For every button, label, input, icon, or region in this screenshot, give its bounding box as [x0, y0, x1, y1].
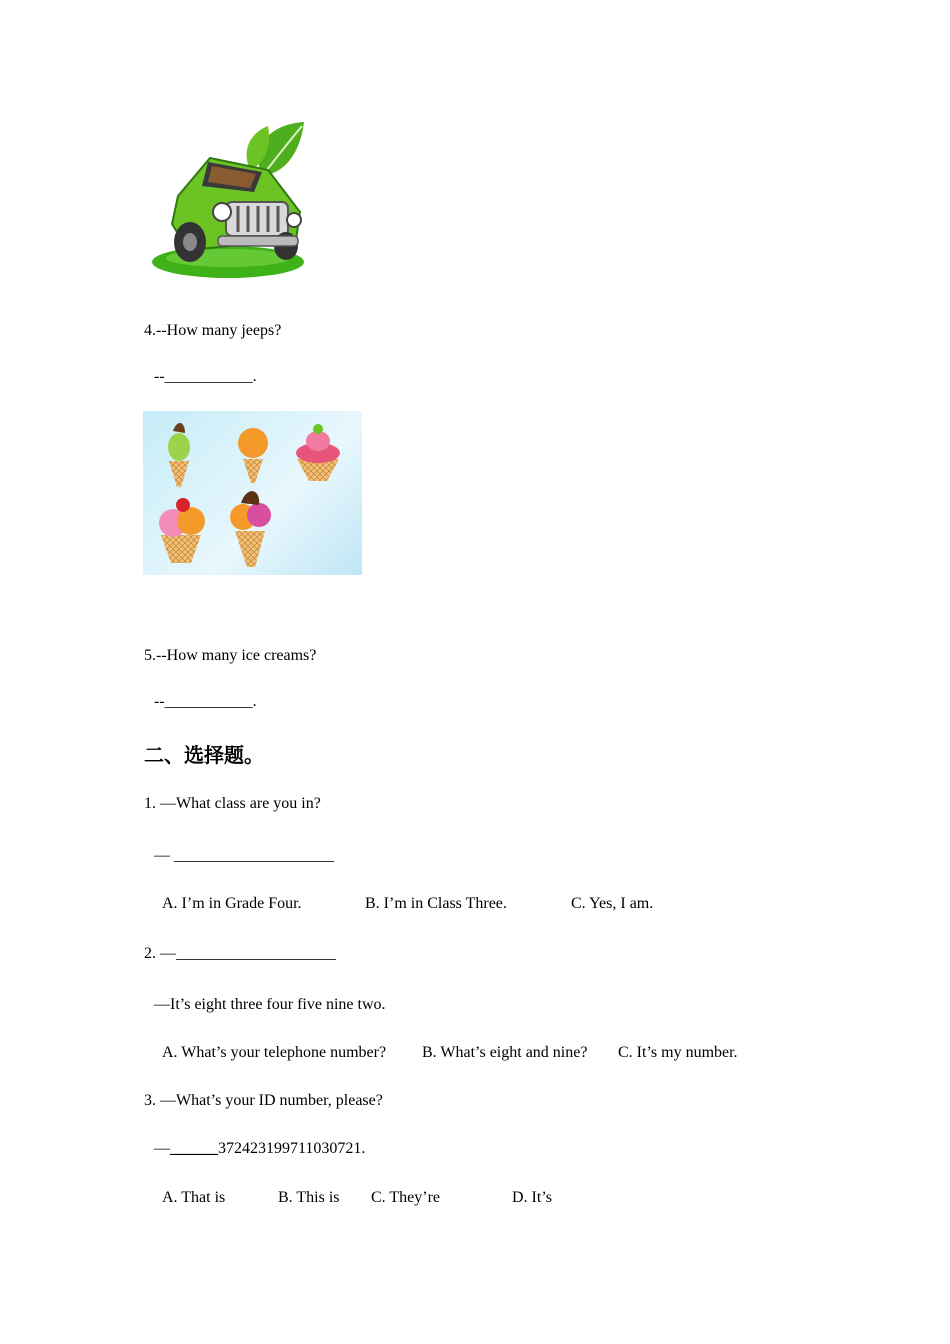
mc-answer-3: [154, 1140, 365, 1158]
mc-answer-2: —It’s eight three four five nine two.: [154, 996, 386, 1013]
mc-question-3: 3. —What’s your ID number, please?: [144, 1092, 383, 1109]
mc3-option-d: D. It’s: [512, 1189, 552, 1206]
question-4: 4.--How many jeeps?: [144, 322, 282, 339]
mc-question-1: 1. —What class are you in?: [144, 795, 321, 812]
mc1-option-a: A. I’m in Grade Four.: [162, 895, 302, 912]
jeep-icon: [150, 116, 312, 282]
jeep-image: [150, 116, 312, 282]
ice-cream-image: [143, 411, 362, 575]
mc3-id-number: 372423199711030721.: [218, 1140, 366, 1157]
answer-line-5: --___________.: [154, 693, 257, 710]
mc1-option-c: C. Yes, I am.: [571, 895, 654, 912]
answer-line-4: --___________.: [154, 368, 257, 385]
mc2-option-b: B. What’s eight and nine?: [422, 1044, 588, 1061]
mc3-option-a: A. That is: [162, 1189, 226, 1206]
mc3-option-c: C. They’re: [371, 1189, 441, 1206]
mc3-blank: ______: [170, 1140, 218, 1157]
mc2-option-a: A. What’s your telephone number?: [162, 1044, 387, 1061]
section-title: 二、选择题。: [144, 743, 264, 767]
question-5: 5.--How many ice creams?: [144, 647, 317, 664]
mc1-option-b: B. I’m in Class Three.: [365, 895, 507, 912]
mc3-dash: —: [154, 1140, 170, 1157]
mc-answer-1: — ____________________: [154, 847, 334, 864]
ice-cream-icon: [143, 411, 362, 575]
mc3-option-b: B. This is: [278, 1189, 340, 1206]
mc2-option-c: C. It’s my number.: [618, 1044, 738, 1061]
mc-question-2: 2. —____________________: [144, 945, 336, 962]
